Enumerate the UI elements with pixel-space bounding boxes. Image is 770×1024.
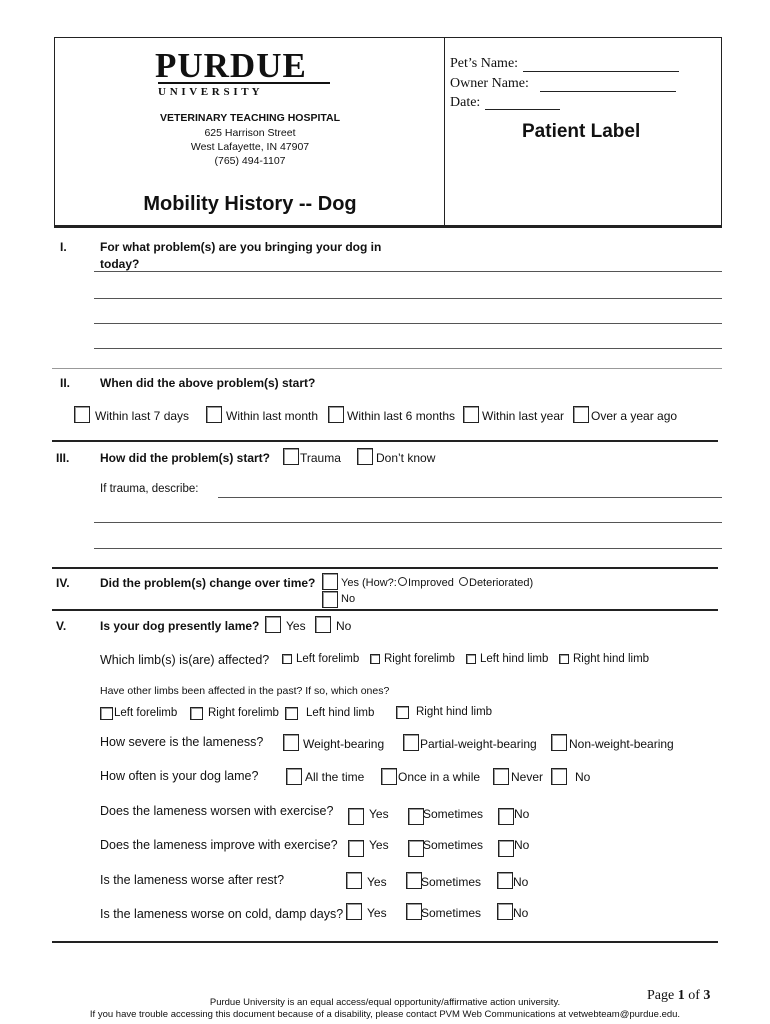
radio-deteriorated[interactable] bbox=[459, 577, 468, 586]
checkbox-rest-sometimes[interactable] bbox=[406, 872, 422, 889]
checkbox-left-hind[interactable] bbox=[466, 654, 476, 664]
option-label: Within last month bbox=[226, 409, 319, 423]
option-label: Left hind limb bbox=[480, 653, 549, 665]
section-divider bbox=[52, 609, 718, 611]
checkbox-past-right-hind[interactable] bbox=[396, 706, 409, 719]
which-limbs-question: Which limb(s) is(are) affected? bbox=[100, 653, 270, 667]
checkbox-improve-sometimes[interactable] bbox=[408, 840, 424, 857]
option-label: No bbox=[341, 593, 356, 605]
option-label: No bbox=[575, 770, 591, 784]
page-number: 1 bbox=[677, 988, 685, 1003]
hospital-address-1: 625 Harrison Street bbox=[204, 127, 296, 139]
equal-opportunity-statement: Purdue University is an equal access/equal opportunity/affirmative action university. bbox=[209, 997, 561, 1008]
frequency-question: How often is your dog lame? bbox=[100, 769, 259, 783]
deteriorated-label: Deteriorated) bbox=[469, 577, 534, 589]
option-label: Left forelimb bbox=[114, 707, 178, 719]
checkbox-cold-sometimes[interactable] bbox=[406, 903, 422, 920]
pet-name-label: Pet’s Name: bbox=[450, 56, 519, 71]
option-label: No bbox=[513, 875, 529, 889]
option-label: Within last 7 days bbox=[95, 409, 190, 423]
option-label: Left forelimb bbox=[296, 653, 360, 665]
hospital-name: VETERINARY TEACHING HOSPITAL bbox=[159, 112, 341, 124]
checkbox-worsen-yes[interactable] bbox=[348, 808, 364, 825]
date-field[interactable] bbox=[485, 109, 560, 110]
pet-name-field[interactable] bbox=[523, 71, 679, 72]
improve-exercise-question: Does the lameness improve with exercise? bbox=[100, 838, 338, 852]
option-label: Within last year bbox=[482, 409, 565, 423]
radio-improved[interactable] bbox=[398, 577, 407, 586]
answer-line[interactable] bbox=[94, 522, 722, 523]
section-4-number: IV. bbox=[56, 576, 70, 590]
answer-line[interactable] bbox=[94, 348, 722, 349]
page-total: 3 bbox=[703, 988, 711, 1003]
page-prefix: Page bbox=[647, 988, 675, 1003]
answer-line[interactable] bbox=[94, 298, 722, 299]
checkbox-rest-no[interactable] bbox=[497, 872, 513, 889]
option-label: Sometimes bbox=[421, 875, 482, 889]
worse-after-rest-question: Is the lameness worse after rest? bbox=[100, 873, 285, 887]
checkbox-right-hind[interactable] bbox=[559, 654, 569, 664]
option-label: Right forelimb bbox=[384, 653, 455, 665]
checkbox-past-right-forelimb[interactable] bbox=[190, 707, 203, 720]
hospital-address-2: West Lafayette, IN 47907 bbox=[190, 141, 310, 153]
checkbox-cold-yes[interactable] bbox=[346, 903, 362, 920]
checkbox-past-left-hind[interactable] bbox=[285, 707, 298, 720]
checkbox-worsen-no[interactable] bbox=[498, 808, 514, 825]
checkbox-over-year[interactable] bbox=[573, 406, 589, 423]
checkbox-dont-know[interactable] bbox=[357, 448, 373, 465]
checkbox-improve-yes[interactable] bbox=[348, 840, 364, 857]
purdue-logo: PURDUE bbox=[155, 46, 307, 85]
answer-line[interactable] bbox=[94, 323, 722, 324]
option-label: No bbox=[513, 906, 529, 920]
checkbox-never[interactable] bbox=[493, 768, 509, 785]
hospital-phone: (765) 494-1107 bbox=[214, 155, 286, 167]
section-3-question: How did the problem(s) start? bbox=[100, 451, 271, 465]
option-label: Partial-weight-bearing bbox=[420, 737, 537, 751]
logo-university: U N I V E R S I T Y bbox=[158, 86, 261, 98]
checkbox-past-left-forelimb[interactable] bbox=[100, 707, 113, 720]
option-label: Yes bbox=[367, 875, 387, 889]
checkbox-non-weight-bearing[interactable] bbox=[551, 734, 567, 751]
answer-line[interactable] bbox=[94, 271, 722, 272]
option-label: Once in a while bbox=[398, 770, 481, 784]
option-label: Non-weight-bearing bbox=[569, 737, 674, 751]
logo-rule bbox=[158, 82, 330, 84]
page-indicator bbox=[647, 988, 710, 1004]
answer-line[interactable] bbox=[94, 548, 722, 549]
checkbox-left-forelimb[interactable] bbox=[282, 654, 292, 664]
checkbox-within-6-months[interactable] bbox=[328, 406, 344, 423]
option-label: Trauma bbox=[300, 451, 341, 465]
option-label: Over a year ago bbox=[591, 409, 678, 423]
section-divider bbox=[52, 567, 718, 569]
page-title: Mobility History -- Dog bbox=[143, 193, 357, 215]
header-divider bbox=[444, 37, 445, 228]
option-label: Yes bbox=[286, 619, 306, 633]
checkbox-lame-yes[interactable] bbox=[265, 616, 281, 633]
trauma-describe-label: If trauma, describe: bbox=[100, 483, 199, 495]
checkbox-changed-no[interactable] bbox=[322, 591, 338, 608]
trauma-describe-field[interactable] bbox=[218, 497, 722, 498]
cold-damp-question: Is the lameness worse on cold, damp days? bbox=[100, 907, 344, 921]
option-label: Yes bbox=[367, 906, 387, 920]
section-divider bbox=[52, 941, 718, 943]
patient-label: Patient Label bbox=[522, 121, 641, 142]
checkbox-weight-bearing[interactable] bbox=[283, 734, 299, 751]
option-label: Sometimes bbox=[423, 838, 484, 852]
option-label: Right hind limb bbox=[416, 706, 493, 718]
other-limbs-question: Have other limbs been affected in the past? If so, which ones? bbox=[100, 685, 390, 697]
worsen-exercise-question: Does the lameness worsen with exercise? bbox=[100, 804, 334, 818]
option-label: Sometimes bbox=[421, 906, 482, 920]
yes-how-label: Yes (How?: bbox=[341, 577, 397, 589]
option-label: Right forelimb bbox=[208, 707, 279, 719]
checkbox-within-7-days[interactable] bbox=[74, 406, 90, 423]
checkbox-once-in-while[interactable] bbox=[381, 768, 397, 785]
checkbox-trauma[interactable] bbox=[283, 448, 299, 465]
page-of: of bbox=[688, 988, 700, 1003]
checkbox-rest-yes[interactable] bbox=[346, 872, 362, 889]
improved-label: Improved bbox=[408, 577, 454, 589]
section-5-question: Is your dog presently lame? bbox=[100, 619, 260, 633]
owner-name-field[interactable] bbox=[540, 91, 676, 92]
section-divider bbox=[52, 440, 718, 442]
checkbox-improve-no[interactable] bbox=[498, 840, 514, 857]
checkbox-changed-yes[interactable] bbox=[322, 573, 338, 590]
severity-question: How severe is the lameness? bbox=[100, 735, 264, 749]
section-1-number: I. bbox=[60, 240, 67, 254]
section-2-number: II. bbox=[60, 376, 71, 390]
section-2-question: When did the above problem(s) start? bbox=[100, 376, 316, 390]
section-3-number: III. bbox=[56, 451, 70, 465]
checkbox-right-forelimb[interactable] bbox=[370, 654, 380, 664]
section-1-question-cont: today? bbox=[100, 257, 140, 271]
option-label: Right hind limb bbox=[573, 653, 650, 665]
option-label: Within last 6 months bbox=[347, 409, 456, 423]
option-label: Sometimes bbox=[423, 807, 484, 821]
option-label: All the time bbox=[305, 770, 365, 784]
checkbox-often-no[interactable] bbox=[551, 768, 567, 785]
checkbox-cold-no[interactable] bbox=[497, 903, 513, 920]
section-divider bbox=[52, 368, 722, 369]
section-1-question: For what problem(s) are you bringing your dog in bbox=[100, 240, 382, 254]
option-label: No bbox=[514, 838, 530, 852]
option-label: Never bbox=[511, 770, 544, 784]
checkbox-lame-no[interactable] bbox=[315, 616, 331, 633]
option-label: Don’t know bbox=[376, 451, 436, 465]
option-label: Yes bbox=[369, 838, 389, 852]
checkbox-worsen-sometimes[interactable] bbox=[408, 808, 424, 825]
option-label: Weight-bearing bbox=[303, 737, 385, 751]
section-4-question: Did the problem(s) change over time? bbox=[100, 576, 316, 590]
option-label: No bbox=[514, 807, 530, 821]
checkbox-within-month[interactable] bbox=[206, 406, 222, 423]
checkbox-all-the-time[interactable] bbox=[286, 768, 302, 785]
checkbox-within-year[interactable] bbox=[463, 406, 479, 423]
option-label: No bbox=[336, 619, 352, 633]
section-5-number: V. bbox=[56, 619, 67, 633]
option-label: Yes bbox=[369, 807, 389, 821]
option-label: Left hind limb bbox=[306, 707, 375, 719]
accessibility-notice: If you have trouble accessing this document because of a disability, please contact PVM Web Communications at vetwebteam@purdue.edu. bbox=[89, 1009, 681, 1020]
checkbox-partial-weight-bearing[interactable] bbox=[403, 734, 419, 751]
date-label: Date: bbox=[450, 95, 481, 110]
owner-name-label: Owner Name: bbox=[450, 76, 529, 91]
